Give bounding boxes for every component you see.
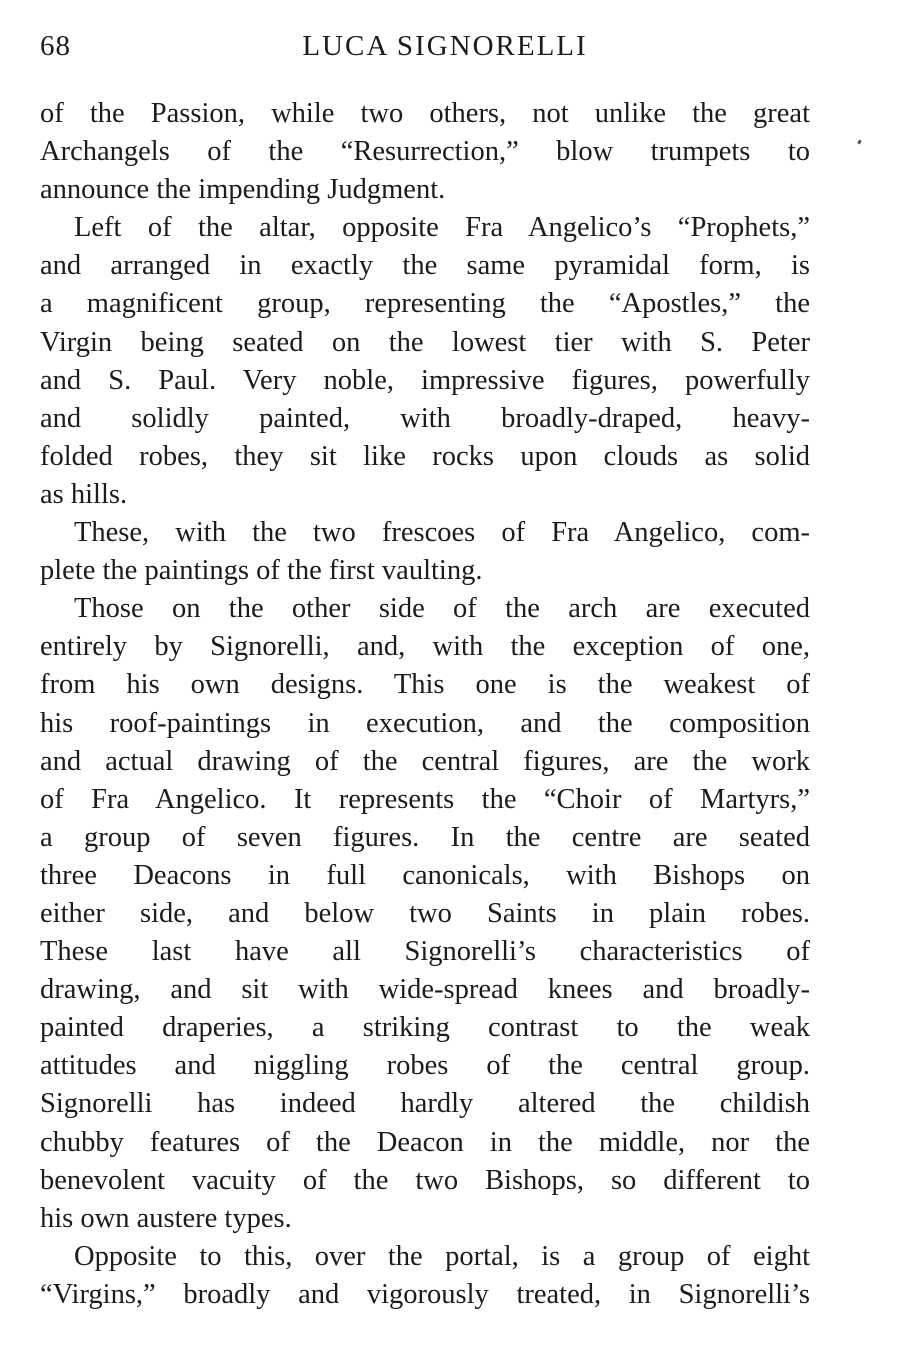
text-line: of Fra Angelico. It represents the “Choir of Martyrs,” (40, 783, 810, 815)
text-line: and solidly painted, with broadly-draped, heavy- (40, 402, 810, 434)
text-line: and actual drawing of the central figures, are the work (40, 745, 810, 777)
text-line: Signorelli has indeed hardly altered the childish (40, 1088, 810, 1120)
text-line: painted draperies, a striking contrast to the weak (40, 1012, 810, 1044)
paragraph (40, 514, 810, 590)
text-line: These, with the two frescoes of Fra Angelico, com- (74, 517, 810, 549)
text-line: as hills. (40, 478, 128, 510)
text-line: of the Passion, while two others, not unlike the great (40, 98, 810, 129)
paragraph (40, 590, 810, 1238)
running-head (40, 30, 810, 70)
text-line: announce the impending Judgment. (40, 174, 446, 206)
text-line: his roof-paintings in execution, and the composition (40, 707, 810, 739)
paragraph (40, 1238, 810, 1314)
text-line: These last have all Signorelli’s characteristics of (40, 936, 810, 968)
text-line: Left of the altar, opposite Fra Angelico’s “Prophets,” (74, 212, 810, 244)
ink-speck-mark (857, 140, 862, 145)
text-line: drawing, and sit with wide-spread knees and broadly- (40, 974, 810, 1006)
page-number: 68 (40, 30, 71, 62)
paragraph (40, 209, 810, 514)
text-line: Those on the other side of the arch are executed (74, 593, 810, 625)
text-line: his own austere types. (40, 1202, 292, 1234)
text-line: a magnificent group, representing the “Apostles,” the (40, 288, 810, 320)
text-line: chubby features of the Deacon in the middle, nor the (40, 1126, 810, 1158)
text-line: plete the paintings of the first vaulting. (40, 555, 483, 587)
running-title: LUCA SIGNORELLI (302, 30, 588, 62)
text-line: Virgin being seated on the lowest tier with S. Peter (40, 326, 810, 358)
text-line: and arranged in exactly the same pyramidal form, is (40, 250, 810, 282)
text-line: benevolent vacuity of the two Bishops, so different to (40, 1164, 810, 1196)
text-line: Opposite to this, over the portal, is a group of eight (74, 1240, 810, 1272)
text-line: entirely by Signorelli, and, with the exception of one, (40, 631, 810, 663)
text-line: a group of seven figures. In the centre are seated (40, 821, 810, 853)
paragraph (40, 95, 810, 209)
text-line: from his own designs. This one is the weakest of (40, 669, 810, 701)
text-line: attitudes and niggling robes of the central group. (40, 1050, 810, 1082)
text-line: and S. Paul. Very noble, impressive figures, powerfully (40, 364, 810, 396)
text-line: either side, and below two Saints in plain robes. (40, 897, 810, 929)
text-line: Archangels of the “Resurrection,” blow trumpets to (40, 136, 810, 168)
text-line: folded robes, they sit like rocks upon clouds as solid (40, 440, 810, 472)
body-text (40, 95, 810, 1314)
text-line: “Virgins,” broadly and vigorously treated, in Signorelli’s (40, 1278, 810, 1310)
text-line: three Deacons in full canonicals, with Bishops on (40, 859, 810, 891)
